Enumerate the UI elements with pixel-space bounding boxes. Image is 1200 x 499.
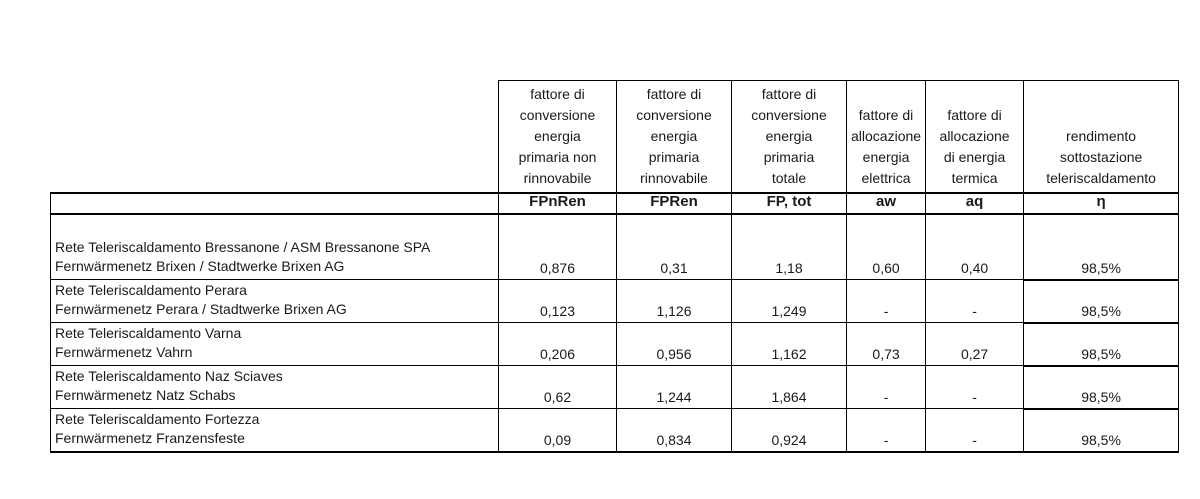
value-cell-aq: 0,40 xyxy=(926,214,1024,280)
column-header-fptot xyxy=(732,81,847,193)
header-line: teleriscaldamento xyxy=(1046,169,1156,186)
header-line: energia xyxy=(650,127,698,144)
header-line: fattore di xyxy=(530,85,585,102)
value-cell-fpren: 1,244 xyxy=(617,366,732,409)
table-row xyxy=(51,214,1179,280)
network-name-italian: Rete Teleriscaldamento Naz Sciaves xyxy=(55,368,283,384)
header-line: fattore di xyxy=(858,106,914,123)
symbol-cell-fptot: FP, tot xyxy=(732,193,847,214)
value-cell-fpnren: 0,62 xyxy=(499,366,617,409)
header-line: fattore di xyxy=(646,85,702,102)
header-line: rendimento xyxy=(1066,127,1137,144)
table-row xyxy=(51,409,1179,452)
value-cell-aw: 0,60 xyxy=(847,214,926,280)
value-cell-fptot: 1,864 xyxy=(732,366,847,409)
column-header-aq xyxy=(926,81,1024,193)
header-line: rinnovabile xyxy=(640,169,708,186)
column-header-aw xyxy=(847,81,926,193)
conversion-factors-table xyxy=(50,80,1179,453)
header-row xyxy=(51,81,1179,193)
value-cell-fpnren: 0,206 xyxy=(499,323,617,366)
network-name-german: Fernwärmenetz Vahrn xyxy=(55,344,193,360)
value-cell-rendimento: 98,5% xyxy=(1024,280,1179,323)
header-line: rinnovabile xyxy=(523,169,592,186)
network-name-italian: Rete Teleriscaldamento Perara xyxy=(55,282,247,298)
network-name-german: Fernwärmenetz Natz Schabs xyxy=(55,387,236,403)
value-cell-rendimento: 98,5% xyxy=(1024,214,1179,280)
header-line: fattore di xyxy=(761,85,817,102)
network-label-cell xyxy=(51,323,499,366)
header-line: primaria non xyxy=(518,148,597,165)
network-label-cell xyxy=(51,366,499,409)
network-name-italian: Rete Teleriscaldamento Varna xyxy=(55,325,242,341)
header-line: totale xyxy=(771,169,807,186)
value-cell-fpren: 0,31 xyxy=(617,214,732,280)
symbol-cell-eta: η xyxy=(1024,193,1179,214)
value-cell-fptot: 1,249 xyxy=(732,280,847,323)
network-label-cell xyxy=(51,214,499,280)
header-line: di energia xyxy=(943,148,1006,165)
header-line: sottostazione xyxy=(1059,148,1143,165)
header-line: conversione xyxy=(519,106,596,123)
header-line: conversione xyxy=(751,106,827,123)
symbol-row xyxy=(51,193,1179,214)
network-name-german: Fernwärmenetz Perara / Stadtwerke Brixen AG xyxy=(55,301,347,317)
header-line: allocazione xyxy=(939,127,1010,144)
column-header-fpren xyxy=(617,81,732,193)
table-row xyxy=(51,366,1179,409)
header-line: primaria xyxy=(763,148,815,165)
network-label-cell xyxy=(51,280,499,323)
column-header-rendimento xyxy=(1024,81,1179,193)
value-cell-rendimento: 98,5% xyxy=(1024,323,1179,366)
value-cell-aq: - xyxy=(926,280,1024,323)
value-cell-rendimento: 98,5% xyxy=(1024,409,1179,452)
value-cell-fptot: 1,18 xyxy=(732,214,847,280)
header-line: primaria xyxy=(648,148,700,165)
value-cell-fpren: 0,834 xyxy=(617,409,732,452)
symbol-cell-fpnren: FPnRen xyxy=(499,193,617,214)
header-line: energia xyxy=(765,127,813,144)
header-line: elettrica xyxy=(861,169,911,186)
network-label-cell xyxy=(51,409,499,452)
header-line: allocazione xyxy=(851,127,922,144)
table-row xyxy=(51,323,1179,366)
value-cell-aw: - xyxy=(847,280,926,323)
value-cell-aw: 0,73 xyxy=(847,323,926,366)
value-cell-aq: 0,27 xyxy=(926,323,1024,366)
header-line: conversione xyxy=(636,106,712,123)
network-name-german: Fernwärmenetz Brixen / Stadtwerke Brixen AG xyxy=(55,258,345,274)
network-name-german: Fernwärmenetz Franzensfeste xyxy=(55,429,245,446)
header-line: termica xyxy=(951,169,998,186)
network-name-italian: Rete Teleriscaldamento Fortezza xyxy=(55,410,260,427)
value-cell-aw: - xyxy=(847,366,926,409)
symbol-cell-aw: aw xyxy=(847,193,926,214)
header-line: energia xyxy=(534,127,581,144)
value-cell-aw: - xyxy=(847,409,926,452)
column-header-fpnren xyxy=(499,81,617,193)
value-cell-aq: - xyxy=(926,366,1024,409)
symbol-cell-fpren: FPRen xyxy=(617,193,732,214)
value-cell-fpren: 0,956 xyxy=(617,323,732,366)
header-spacer-cell xyxy=(51,81,499,193)
value-cell-fpnren: 0,876 xyxy=(499,214,617,280)
value-cell-aq: - xyxy=(926,409,1024,452)
header-line: energia xyxy=(862,148,910,165)
value-cell-fptot: 0,924 xyxy=(732,409,847,452)
network-name-italian: Rete Teleriscaldamento Bressanone / ASM Bressanone SPA xyxy=(55,239,431,255)
table-row xyxy=(51,280,1179,323)
value-cell-fpren: 1,126 xyxy=(617,280,732,323)
symbol-cell-aq: aq xyxy=(926,193,1024,214)
header-line: fattore di xyxy=(947,106,1002,123)
value-cell-rendimento: 98,5% xyxy=(1024,366,1179,409)
value-cell-fptot: 1,162 xyxy=(732,323,847,366)
value-cell-fpnren: 0,123 xyxy=(499,280,617,323)
value-cell-fpnren: 0,09 xyxy=(499,409,617,452)
symbol-spacer-cell xyxy=(51,193,499,214)
